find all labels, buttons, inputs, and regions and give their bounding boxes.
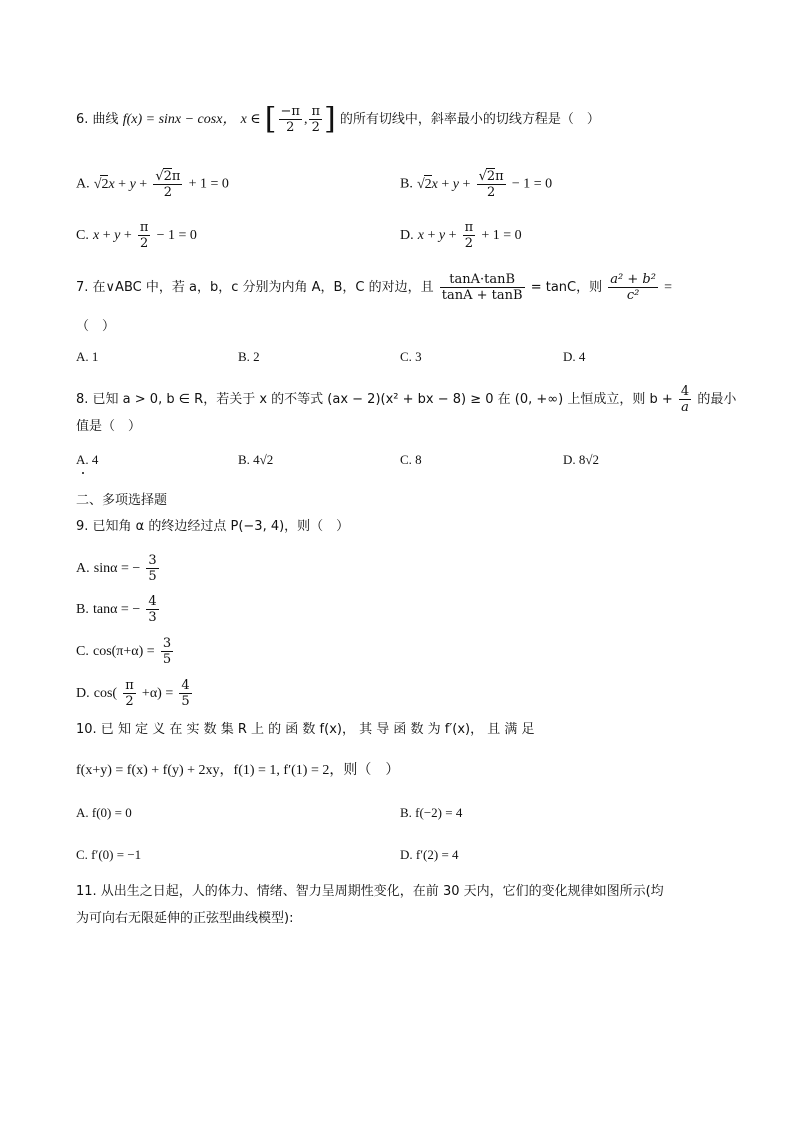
q10-stem-line1: 10. 已 知 定 义 在 实 数 集 R 上 的 函 数 f(x)， 其 导 函 数 为 f′(x)， 且 满 足 (76, 722, 535, 737)
q10-option-d: D. f′(2) = 4 (400, 847, 459, 862)
q7-option-b: B. 2 (238, 349, 260, 364)
q10-option-a: A. f(0) = 0 (76, 805, 132, 820)
q9-option-d: D. cos( $\frac{\pi}{2}$ +α) = $\frac{4}{5}$ (76, 678, 190, 709)
q11-line2: 为可向右无限延伸的正弦型曲线模型): (76, 911, 294, 926)
q6-option-b: B. √2x + y + $\frac{√2\pi}{2}$ − 1 = 0 (400, 169, 553, 200)
q7-ratio-fraction: $\frac{\text{a² + b²}}{\text{c²}}$ (610, 272, 656, 303)
q6-prefix: 6. 曲线 (76, 112, 119, 127)
q6-func: f(x) = sinx − cosx， (122, 112, 237, 127)
q10-stem-line2: f(x+y) = f(x) + f(y) + 2xy，f(1) = 1, f′(1) = 2，则（ ） (76, 763, 400, 778)
q11-line1: 11. 从出生之日起，人的体力、情绪、智力呈周期性变化，在前 30 天内，它们的变化规律如图所示(均 (76, 884, 664, 899)
q6-stem: 6. 曲线 f(x) = sinx − cosx， x ∈ [ $\frac{-\pi}{2}$ , $\frac{\pi}{2}$ ] 的所有切线中，斜率最小的切线方程是（ ） (76, 101, 600, 137)
q9-option-c: C. cos(π+α) = $\frac{3}{5}$ (76, 636, 172, 667)
q8-option-c: C. 8 (400, 452, 422, 467)
q7-option-c: C. 3 (400, 349, 422, 364)
q6-suffix: 的所有切线中，斜率最小的切线方程是（ ） (339, 112, 600, 127)
q8-stem-line1: 8. 已知 a > 0, b ∈ R，若关于 x 的不等式 (ax − 2)(x² + bx − 8) ≥ 0 在 (0, +∞) 上恒成立，则 b + $\frac{4}{a}$ 的最小 (76, 384, 737, 415)
q8-fraction: $\frac{4}{a}$ (680, 384, 690, 415)
q8-stem-line2: 值是（ ） (76, 419, 142, 434)
q6-option-c: C. x + y + $\frac{\pi}{2}$ − 1 = 0 (76, 220, 197, 251)
q10-option-b: B. f(−2) = 4 (400, 805, 463, 820)
q6-lower-bound: $\frac{-\pi}{2}$ (280, 104, 300, 135)
q8-option-b: B. 4√2 (238, 452, 274, 467)
q9-stem: 9. 已知角 α 的终边经过点 P(−3, 4)，则（ ） (76, 519, 350, 534)
q6-option-d: D. x + y + $\frac{\pi}{2}$ + 1 = 0 (400, 220, 522, 251)
q8-option-d: D. 8√2 (563, 452, 600, 467)
q7-paren: （ ） (76, 319, 116, 334)
q8-option-a: A. 4 (76, 452, 99, 467)
q7-option-d: D. 4 (563, 349, 586, 364)
stray-dot (82, 472, 84, 474)
q6-option-a: A. √2x + y + $\frac{√2\pi}{2}$ + 1 = 0 (76, 169, 229, 200)
q7-option-a: A. 1 (76, 349, 99, 364)
q7-tan-fraction: $\frac{\tan A\cdot\tan B}{\tan A + \tan B}$ (441, 272, 523, 303)
q7-stem: 7. 在∨ABC 中，若 a，b，c 分别为内角 A，B，C 的对边，且 $\frac{\tan A\cdot\tan B}{\tan A + \tan B}$ = tanC，则 $\frac{\text{a² + b²}}{\text{c²}}$ = (76, 272, 672, 303)
q9-option-a: A. sinα = − $\frac{3}{5}$ (76, 553, 157, 584)
q6-upper-bound: $\frac{\pi}{2}$ (311, 104, 320, 135)
q10-option-c: C. f′(0) = −1 (76, 847, 142, 862)
q6-domain-var: x ∈ (240, 112, 261, 127)
section-heading: 二、多项选择题 (76, 493, 168, 508)
q9-option-b: B. tanα = − $\frac{4}{3}$ (76, 594, 157, 625)
